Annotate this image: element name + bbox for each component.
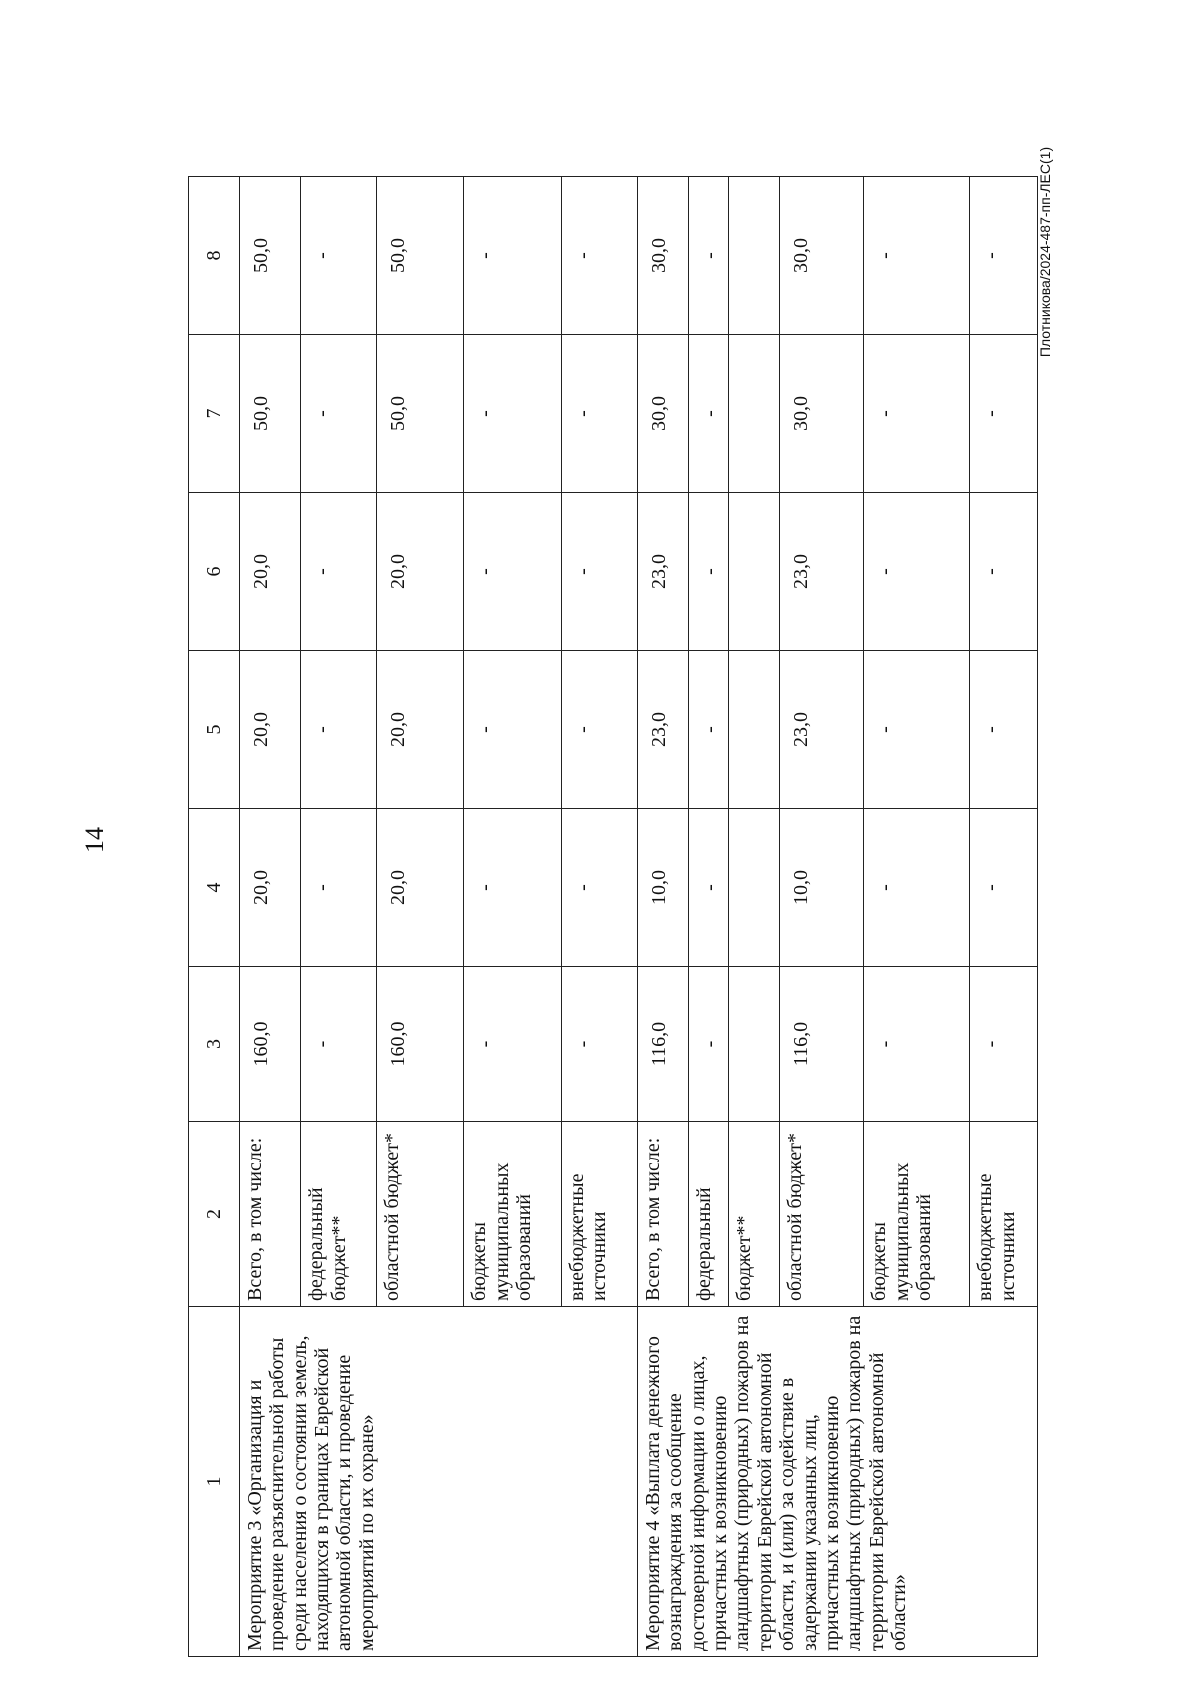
value-cell: -	[464, 651, 561, 809]
header-cell: 2	[189, 1122, 240, 1307]
value-cell	[728, 967, 779, 1122]
value-cell: 116,0	[637, 967, 688, 1122]
value-cell: -	[970, 967, 1038, 1122]
value-cell: -	[561, 651, 637, 809]
funding-source: Всего, в том числе:	[637, 1122, 688, 1307]
funding-source: бюджеты муниципальных образований	[864, 1122, 970, 1307]
value-cell: -	[464, 335, 561, 493]
value-cell: -	[688, 809, 728, 967]
header-cell: 8	[189, 177, 240, 335]
page-number: 14	[80, 827, 109, 853]
value-cell: -	[970, 651, 1038, 809]
funding-source: федеральный бюджет**	[301, 1122, 377, 1307]
value-cell: 20,0	[239, 809, 300, 967]
header-cell: 3	[189, 967, 240, 1122]
value-cell: -	[970, 335, 1038, 493]
value-cell: 20,0	[377, 493, 464, 651]
value-cell: 116,0	[779, 967, 864, 1122]
value-cell: -	[688, 177, 728, 335]
value-cell: -	[864, 651, 970, 809]
value-cell: -	[301, 493, 377, 651]
value-cell: -	[561, 809, 637, 967]
value-cell: 50,0	[239, 335, 300, 493]
value-cell: 20,0	[377, 651, 464, 809]
value-cell: 30,0	[637, 177, 688, 335]
funding-source: федеральный	[688, 1122, 728, 1307]
header-cell: 7	[189, 335, 240, 493]
value-cell	[728, 809, 779, 967]
value-cell: -	[864, 809, 970, 967]
value-cell: 23,0	[637, 493, 688, 651]
value-cell: 50,0	[377, 177, 464, 335]
value-cell: -	[561, 967, 637, 1122]
value-cell: 23,0	[779, 493, 864, 651]
value-cell: -	[301, 967, 377, 1122]
value-cell: -	[301, 809, 377, 967]
value-cell: 23,0	[779, 651, 864, 809]
value-cell: -	[864, 493, 970, 651]
header-cell: 1	[189, 1307, 240, 1657]
header-cell: 4	[189, 809, 240, 967]
value-cell: -	[561, 493, 637, 651]
value-cell: 10,0	[637, 809, 688, 967]
funding-source: бюджеты муниципальных образований	[464, 1122, 561, 1307]
value-cell: -	[301, 335, 377, 493]
value-cell: 160,0	[377, 967, 464, 1122]
value-cell: 30,0	[637, 335, 688, 493]
value-cell: 50,0	[239, 177, 300, 335]
value-cell: -	[970, 809, 1038, 967]
activity-title: Мероприятие 3 «Организация и проведение разъяснительной работы среди населения о состоянии земель, находящихся в границах Еврейской автономной области, и проведение мероприятий по их охране»	[239, 1307, 637, 1657]
table-row	[637, 177, 688, 1657]
value-cell	[728, 335, 779, 493]
value-cell: 23,0	[637, 651, 688, 809]
value-cell: -	[464, 493, 561, 651]
table-row	[239, 177, 300, 1657]
table-header-row	[189, 177, 240, 1657]
funding-source: областной бюджет*	[377, 1122, 464, 1307]
value-cell: -	[970, 177, 1038, 335]
header-cell: 5	[189, 651, 240, 809]
value-cell: -	[688, 493, 728, 651]
value-cell: 160,0	[239, 967, 300, 1122]
funding-source: Всего, в том числе:	[239, 1122, 300, 1307]
value-cell: -	[464, 177, 561, 335]
activity-title: Мероприятие 4 «Выплата денежного вознаграждения за сообщение достоверной информации о лицах, причастных к возникновению ландшафтных (природных) пожаров на территории Еврейской автономной области, и (или) за содействие в задержании указанных лиц, причастных к возникновению ландшафтных (природных) пожаров на территории Еврейской автономной области»	[637, 1307, 1037, 1657]
funding-source: бюджет**	[728, 1122, 779, 1307]
value-cell: -	[688, 335, 728, 493]
value-cell: 20,0	[239, 651, 300, 809]
value-cell: 30,0	[779, 335, 864, 493]
value-cell: -	[970, 493, 1038, 651]
value-cell: 20,0	[377, 809, 464, 967]
value-cell	[728, 493, 779, 651]
value-cell	[728, 651, 779, 809]
value-cell: -	[864, 335, 970, 493]
value-cell: -	[864, 967, 970, 1122]
funding-table	[188, 176, 1038, 1657]
value-cell: 30,0	[779, 177, 864, 335]
value-cell: -	[561, 335, 637, 493]
value-cell: -	[301, 177, 377, 335]
value-cell: 10,0	[779, 809, 864, 967]
value-cell: -	[561, 177, 637, 335]
value-cell: -	[301, 651, 377, 809]
value-cell: -	[864, 177, 970, 335]
rotated-table-container	[188, 177, 1038, 1657]
funding-source: внебюджетные источники	[970, 1122, 1038, 1307]
funding-source: областной бюджет*	[779, 1122, 864, 1307]
value-cell: 20,0	[239, 493, 300, 651]
value-cell: -	[688, 967, 728, 1122]
value-cell	[728, 177, 779, 335]
document-code: Плотникова/2024-487-пп-ЛЕС(1)	[1037, 146, 1053, 358]
funding-source: внебюджетные источники	[561, 1122, 637, 1307]
value-cell: -	[464, 809, 561, 967]
value-cell: 50,0	[377, 335, 464, 493]
value-cell: -	[688, 651, 728, 809]
header-cell: 6	[189, 493, 240, 651]
value-cell: -	[464, 967, 561, 1122]
